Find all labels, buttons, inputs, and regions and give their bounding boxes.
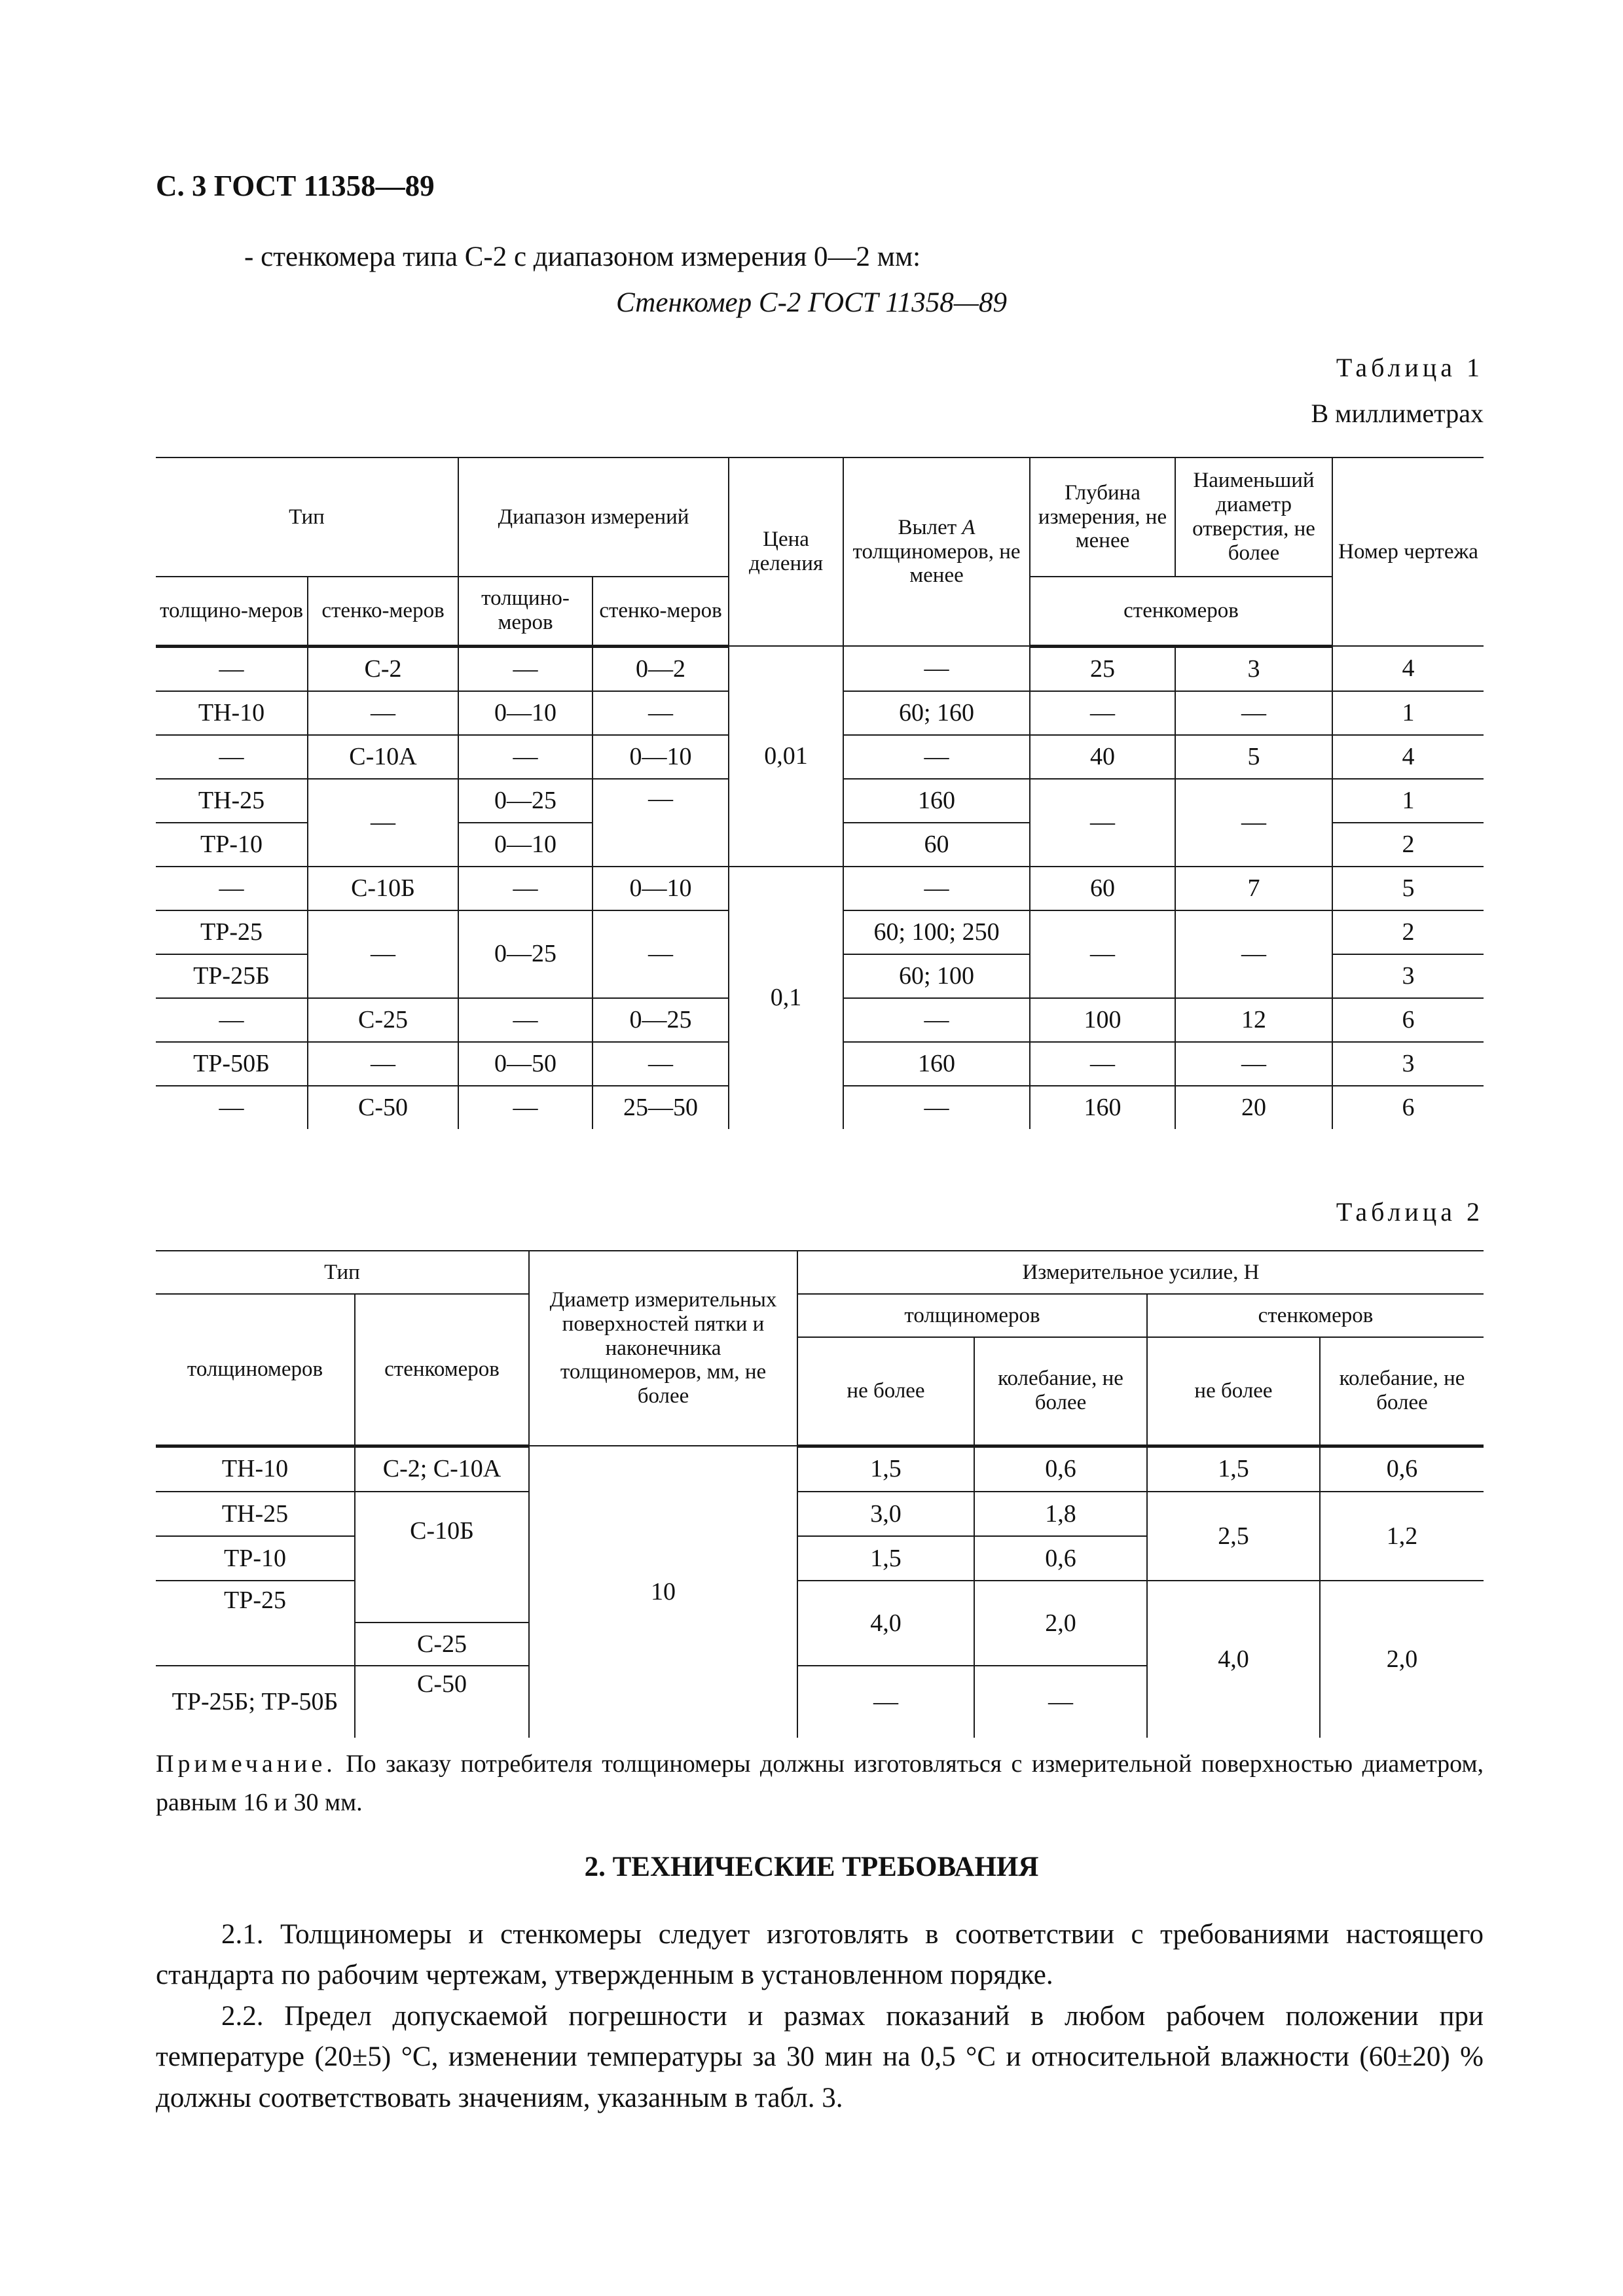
table-cell: ТР-25 [156,910,308,954]
table-cell: ТН-10 [156,691,308,735]
table-cell: 1,8 [974,1492,1147,1536]
table-cell: 1 [1332,691,1484,735]
table-cell: 0—10 [593,735,729,779]
table-cell: 0—10 [458,823,593,867]
t1-head-wall: стенко-меров [308,577,458,646]
table-cell: С-25 [355,1623,529,1666]
table-cell: — [308,910,458,998]
table-cell: С-10Б [308,867,458,910]
t2-head-wall-fluct: колебание, не более [1320,1337,1484,1446]
table-cell: 160 [843,1042,1030,1086]
table-cell: 0,6 [974,1446,1147,1492]
table-cell: — [797,1666,974,1738]
table-cell: 60 [1030,867,1175,910]
table-cell: ТН-10 [156,1446,355,1492]
table-cell: 60; 160 [843,691,1030,735]
table-cell: 0—25 [458,910,593,998]
table-cell: 0,1 [729,867,843,1129]
table-cell: 40 [1030,735,1175,779]
table-cell: 3 [1332,954,1484,998]
t2-head-col-thick: толщиномеров [156,1294,355,1446]
table-cell: 0—25 [593,998,729,1042]
table-cell: С-25 [308,998,458,1042]
table-cell: 20 [1175,1086,1332,1129]
table-cell: 10 [529,1446,797,1738]
table-cell: ТР-25Б; ТР-50Б [156,1666,355,1738]
table-cell: — [156,867,308,910]
note-label: Примечание. [156,1750,337,1778]
table-cell: — [458,867,593,910]
t1-head-min-diameter: Наименьший диаметр отверстия, не более [1175,457,1332,577]
table-cell: 2 [1332,910,1484,954]
table1-units: В миллиметрах [1311,399,1484,428]
table-cell: — [593,779,729,867]
t2-head-thick-not-more: не более [797,1337,974,1446]
table-cell: 1 [1332,779,1484,823]
table-cell: — [593,1042,729,1086]
table1 [156,457,1484,1129]
table-cell: ТН-25 [156,779,308,823]
table-cell: 0—50 [458,1042,593,1086]
table-cell: С-10Б [355,1492,529,1623]
t2-head-thick-fluct: колебание, не более [974,1337,1147,1446]
table-cell: 0—10 [458,691,593,735]
table-cell: С-2 [308,646,458,691]
t1-head-wall-gauges: стенкомеров [1030,577,1332,646]
table-cell: 6 [1332,1086,1484,1129]
table-cell: — [843,735,1030,779]
t2-head-wall-gauges: стенкомеров [1147,1294,1484,1337]
table-cell: — [156,735,308,779]
table-cell: — [156,998,308,1042]
table-cell: — [843,867,1030,910]
table-cell: 0,6 [1320,1446,1484,1492]
table-cell: 60; 100; 250 [843,910,1030,954]
table-cell: 2,0 [1320,1581,1484,1738]
table-cell: 25 [1030,646,1175,691]
table-cell: ТР-10 [156,823,308,867]
table-cell: ТР-10 [156,1536,355,1581]
table-cell: 0—10 [593,867,729,910]
table-cell: С-50 [355,1666,529,1738]
t1-head-reach-rest: толщиномеров, не менее [852,539,1021,588]
table-cell: 2,5 [1147,1492,1320,1581]
table-row [156,1492,1484,1536]
table-cell: — [458,1086,593,1129]
table-cell: — [156,1086,308,1129]
table-cell: 1,5 [797,1536,974,1581]
designation-example: Стенкомер С-2 ГОСТ 11358—89 [616,287,1007,318]
table-cell: 100 [1030,998,1175,1042]
table-cell: 0—2 [593,646,729,691]
paragraph-2-2: 2.2. Предел допускаемой погрешности и размах показаний в любом рабочем положении при температуре (20±5) °С, изменении температуры за 30 мин на 0,5 °С и относительной влажности (60±20) % должны соответствовать значениям, указанным в табл. 3. [156,2001,1484,2113]
table-cell: — [593,691,729,735]
table-cell: 3 [1175,646,1332,691]
t2-head-thick-gauges: толщиномеров [797,1294,1147,1337]
t1-head-reach-label: Вылет [898,515,957,539]
t2-head-col-wall: стенкомеров [355,1294,529,1446]
table-cell: ТН-25 [156,1492,355,1536]
table-cell: 25—50 [593,1086,729,1129]
table-cell: 1,5 [1147,1446,1320,1492]
table-cell: — [156,646,308,691]
table2 [156,1250,1484,1738]
table-cell: 4 [1332,735,1484,779]
table-cell: — [1175,910,1332,998]
table-cell: 4,0 [1147,1581,1320,1738]
table-cell: 3 [1332,1042,1484,1086]
table-cell: ТР-25Б [156,954,308,998]
table-cell: 60 [843,823,1030,867]
t1-head-range-thick: толщино-меров [458,577,593,646]
table-cell: 12 [1175,998,1332,1042]
page-header: С. 3 ГОСТ 11358—89 [156,170,435,202]
t1-head-reach-symbol: A [962,515,976,539]
table-cell: 2,0 [974,1581,1147,1666]
table-cell: — [308,779,458,867]
table-cell: 6 [1332,998,1484,1042]
table-cell: — [1030,779,1175,867]
t1-head-range: Диапазон измерений [458,457,729,577]
table-cell: — [843,1086,1030,1129]
table-cell: 0,01 [729,646,843,867]
table-cell: 4 [1332,646,1484,691]
t1-head-range-wall: стенко-меров [593,577,729,646]
table-cell: — [1030,691,1175,735]
table-cell: 0,6 [974,1536,1147,1581]
table-cell: — [458,646,593,691]
table-cell: 1,5 [797,1446,974,1492]
table-cell: 5 [1332,867,1484,910]
table-cell: 160 [1030,1086,1175,1129]
t2-head-type: Тип [156,1251,529,1294]
t1-head-drawing-no: Номер чертежа [1332,457,1484,646]
table-cell: 160 [843,779,1030,823]
section-title: 2. ТЕХНИЧЕСКИЕ ТРЕБОВАНИЯ [584,1852,1039,1882]
table-cell: — [1175,1042,1332,1086]
table-row [156,1446,1484,1492]
table-cell: — [458,735,593,779]
table-cell: 1,2 [1320,1492,1484,1581]
table-cell: ТР-50Б [156,1042,308,1086]
t2-head-wall-not-more: не более [1147,1337,1320,1446]
table-cell: 5 [1175,735,1332,779]
table-cell: С-2; С-10А [355,1446,529,1492]
table-cell: 4,0 [797,1581,974,1666]
table-cell: 2 [1332,823,1484,867]
t1-head-type: Тип [156,457,458,577]
table-cell: 3,0 [797,1492,974,1536]
table-cell: — [843,646,1030,691]
table-cell: — [593,910,729,998]
table-cell: — [308,691,458,735]
table-cell: — [308,1042,458,1086]
table-cell: — [1175,779,1332,867]
note-text: По заказу потребителя толщиномеры должны изготовляться с измерительной поверхностью диаметром, равным 16 и 30 мм. [156,1750,1484,1816]
table-cell: 0—25 [458,779,593,823]
table-cell: 60; 100 [843,954,1030,998]
t1-head-reach [843,457,1030,646]
table-cell: — [1030,910,1175,998]
table1-caption: Таблица 1 [1336,353,1484,382]
table-cell: С-10А [308,735,458,779]
t2-head-diameter: Диаметр измерительных поверхностей пятки и наконечника толщиномеров, мм, не более [529,1251,797,1446]
table-cell: — [1175,691,1332,735]
table-cell: С-50 [308,1086,458,1129]
t1-head-depth: Глубина измерения, не менее [1030,457,1175,577]
table-row [156,867,1484,910]
table-cell: — [974,1666,1147,1738]
table-cell: ТР-25 [156,1581,355,1666]
t1-head-thick: толщино-меров [156,577,308,646]
table-cell: 7 [1175,867,1332,910]
table-cell: — [843,998,1030,1042]
paragraph-2-1: 2.1. Толщиномеры и стенкомеры следует изготовлять в соответствии с требованиями настоящего стандарта по рабочим чертежам, утвержденным в установленном порядке. [156,1919,1484,1991]
t2-head-force: Измерительное усилие, Н [797,1251,1484,1294]
table-cell: — [1030,1042,1175,1086]
table-cell: — [458,998,593,1042]
table2-note [156,1745,1484,1822]
intro-line: - стенкомера типа С-2 с диапазоном измерения 0—2 мм: [244,242,921,272]
table-row [156,646,1484,691]
t1-head-division: Цена деления [729,457,843,646]
table2-caption: Таблица 2 [1336,1197,1484,1227]
